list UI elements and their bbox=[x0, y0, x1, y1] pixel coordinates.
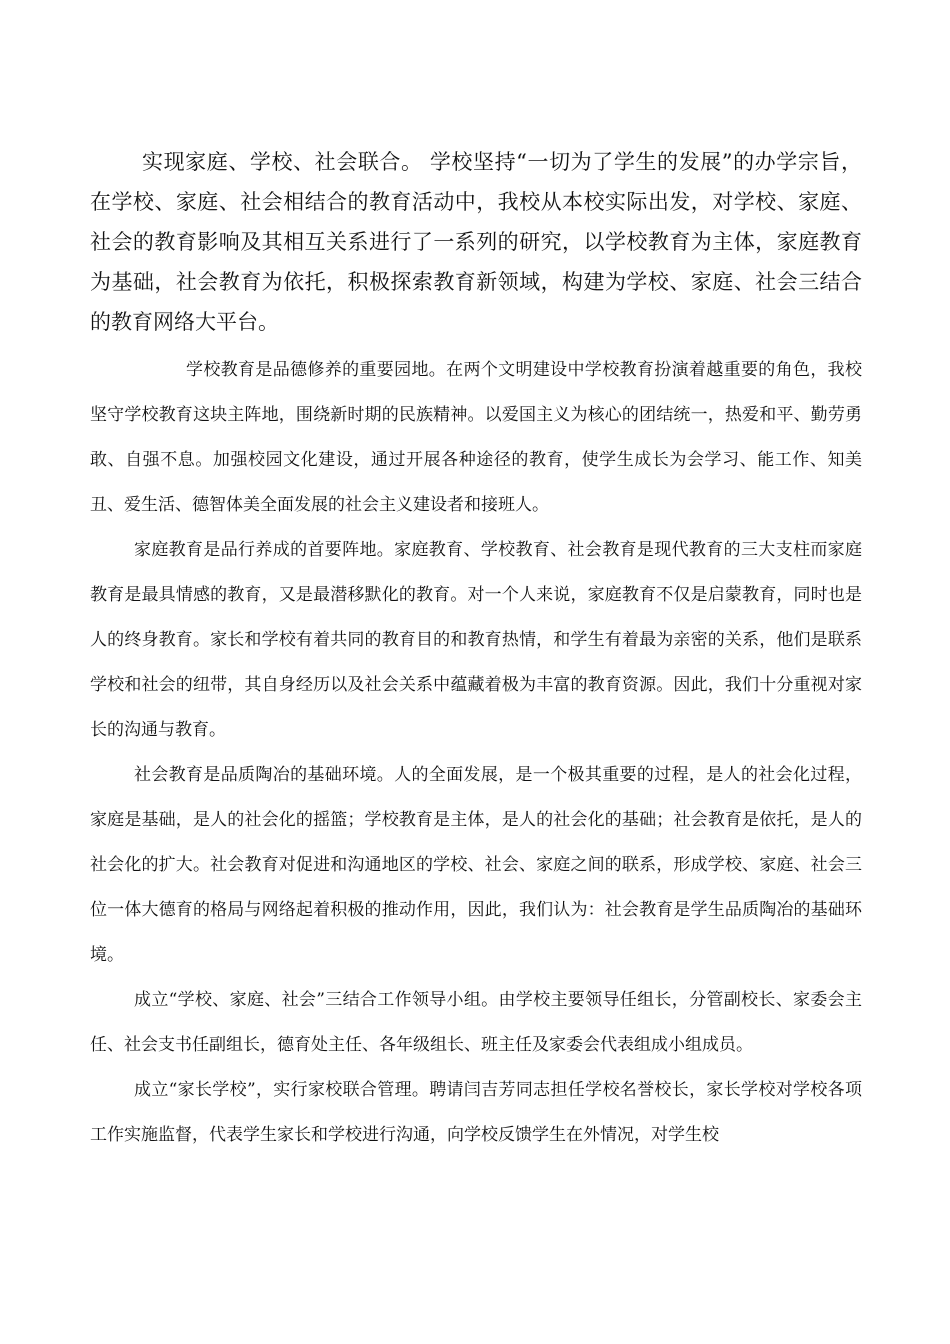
paragraph-leadership-group: 成立“学校、家庭、社会”三结合工作领导小组。由学校主要领导任组长，分管副校长、家委会主任、社会支书任副组长，德育处主任、各年级组长、班主任及家委会代表组成小组成员。 bbox=[90, 990, 862, 1055]
paragraph-family-education: 家庭教育是品行养成的首要阵地。家庭教育、学校教育、社会教育是现代教育的三大支柱而家庭教育是最具情感的教育，又是最潜移默化的教育。对一个人来说，家庭教育不仅是启蒙教育，同时也是人的终身教育。家长和学校有着共同的教育目的和教育热情，和学生有着最为亲密的关系，他们是联系学校和社会的纽带，其自身经历以及社会关系中蕴藏着极为丰富的教育资源。因此，我们十分重视对家长的沟通与教育。 bbox=[90, 540, 862, 740]
document-page bbox=[90, 142, 862, 1158]
paragraph-school-family-society-union: 实现家庭、学校、社会联合。 学校坚持“一切为了学生的发展”的办学宗旨，在学校、家庭、社会相结合的教育活动中，我校从本校实际出发，对学校、家庭、社会的教育影响及其相互关系进行了一系列的研究，以学校教育为主体，家庭教育为基础，社会教育为依托，积极探索教育新领域，构建为学校、家庭、社会三结合的教育网络大平台。 bbox=[90, 150, 862, 334]
paragraph-social-education: 社会教育是品质陶冶的基础环境。人的全面发展，是一个极其重要的过程，是人的社会化过程，家庭是基础，是人的社会化的摇篮；学校教育是主体，是人的社会化的基础；社会教育是依托，是人的社会化的扩大。社会教育对促进和沟通地区的学校、社会、家庭之间的联系，形成学校、家庭、社会三位一体大德育的格局与网络起着积极的推动作用，因此，我们认为：社会教育是学生品质陶冶的基础环境。 bbox=[90, 765, 862, 965]
paragraph-school-education: 学校教育是品德修养的重要园地。在两个文明建设中学校教育扮演着越重要的角色，我校坚守学校教育这块主阵地，围绕新时期的民族精神。以爱国主义为核心的团结统一，热爱和平、勤劳勇敢、自强不息。加强校园文化建设，通过开展各种途径的教育，使学生成长为会学习、能工作、知美丑、爱生活、德智体美全面发展的社会主义建设者和接班人。 bbox=[90, 360, 862, 515]
paragraph-parent-school: 成立“家长学校”，实行家校联合管理。聘请闫吉芳同志担任学校名誉校长，家长学校对学校各项工作实施监督，代表学生家长和学校进行沟通，向学校反馈学生在外情况，对学生校 bbox=[90, 1080, 862, 1145]
